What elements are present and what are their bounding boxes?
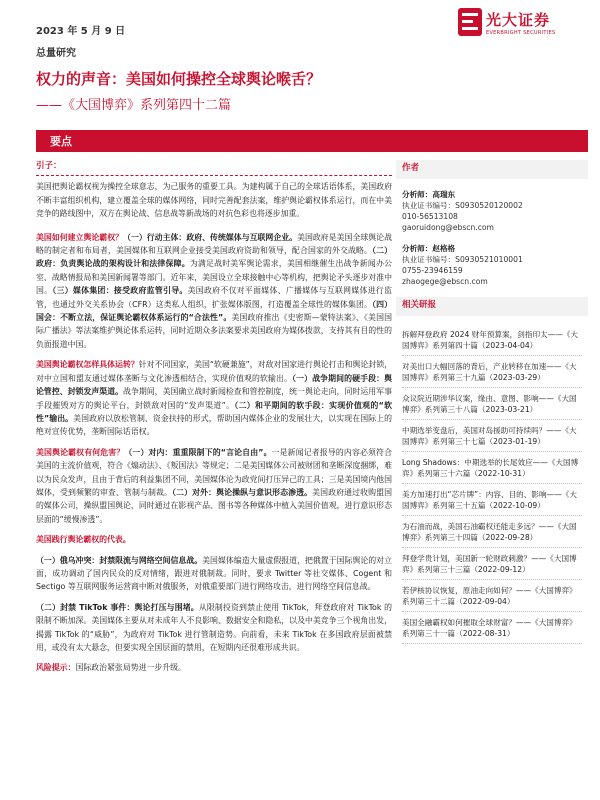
section-1-body-1: 美国政府是美国全球舆论战略的制定者和布局者，美国媒体和互联网企业接受美国政府资助和领导，配合国家的外交战略。 [36, 232, 392, 256]
section-3-body-2: 美国政府通过收购盟国的媒体公司，操纵盟国舆论，同时通过在影视产品、图书等各种媒体中植入美国价值观，进行意识形态层面的“缓慢渗透”。 [36, 487, 392, 524]
main-column [36, 160, 392, 675]
section-2-body-1: 针对不同国家，美国“软硬兼施”，对敌对国家进行舆论打击和舆论封锁，对中立国和盟友通过媒体垄断与文化渗透相结合，实现价值观的软输出。 [36, 360, 392, 383]
section-1-lead-3: （三）媒体集团：接受政府监管引导。 [52, 286, 188, 296]
section-2-body-3: 美国政府以放松管制、资金扶持的形式，帮助国内媒体企业的发展壮大，以实现在国际上的绝对宣传优势，垄断国际话语权。 [36, 413, 392, 437]
section-1-body-4: 美国政府推出《史密斯—蒙特法案》、《美国国际广播法》等法案维护舆论体系运转，同时近期众多法案要求美国政府为媒体拨款，支持其有目的性的负面报道中国。 [36, 313, 392, 349]
section-3-lead-1: （一）对内：重重限制下的“言论自由”。 [124, 447, 272, 457]
section-1-lead-4: （四）国会：不断立法，保证舆论霸权体系运行的“合法性”。 [36, 299, 392, 323]
section-3-head: 美国舆论霸权有何危害？ [36, 447, 125, 457]
analyst-email[interactable]: gaoruidong@ebscn.com [402, 223, 494, 232]
intro-paragraph: 美国把舆论霸权视为操控全球意志，为己服务的重要工具。为建构属于自己的全球话语体系，美国政府不断丰富组织机构，建立覆盖全球的媒体网络，同时完善配套法案，维护舆论霸权体系运行，而在中美竞争的路线图中，双方在舆论战、信息战等新战场的对抗色彩也将逐步加重。 [36, 182, 392, 219]
analyst-name: 分析师：高瑞东 [402, 190, 456, 199]
research-item[interactable]: 若伊核协议恢复，原油走向如何？——《大国博弈》系列第三十二篇（2022-09-04） [402, 580, 582, 612]
research-item[interactable]: 美国全融霸权如何摧取全球财富？——《大国博弈》系列第三十一篇（2022-08-31） [402, 612, 582, 644]
section-2-head: 美国舆论霸权怎样具体运转？ [36, 360, 139, 370]
report-category: 总量研究 [36, 48, 76, 59]
analyst-card [396, 189, 588, 233]
risk-label: 风险提示： [36, 663, 76, 673]
section-1-body-2: 为满足战时美军舆论需求，美国相继催生出战争新闻办公室、战略情报局和美国新闻署等部门。近年来，美国设立全球接触中心等机构，把舆论矛头逐步对准中国。 [36, 259, 392, 296]
research-item[interactable]: 拆解拜登政府 2024 财年预算案，剑指印太——《大国博弈》系列第四十篇（2023-04-04） [402, 324, 582, 356]
related-research-header: 相关研报 [396, 297, 588, 316]
section-1-paragraph [36, 231, 392, 352]
key-points-bar [36, 130, 588, 152]
research-item[interactable]: 中期选举变盘后，美国对岛援助可持续吗？——《大国博弈》系列第三十七篇（2023-01-19） [402, 420, 582, 452]
analyst-cert: 执业证书编号：S0930520120002 [402, 201, 523, 210]
section-4-lead-2: （二）封禁 TikTok 事件：舆论打压与围堵。 [36, 602, 199, 612]
risk-paragraph [36, 661, 392, 674]
section-1-head: 美国如何建立舆论霸权？ [36, 232, 124, 242]
report-date: 2023 年 5 月 9 日 [36, 26, 126, 37]
section-4-head: 美国践行舆论霸权的代表。 [36, 535, 131, 545]
section-4-paragraph-1 [36, 554, 392, 594]
analyst-email[interactable]: zhaogege@ebscn.com [402, 277, 488, 286]
authors-header: 作者 [396, 160, 588, 179]
section-2-lead-2: （一）战争期间的硬手段：舆论管控、封锁发声渠道。 [36, 373, 392, 397]
section-1-lead-2: （二）政府：负责舆论战的架构设计和法律保障。 [36, 246, 392, 269]
section-2-lead-3: （二）和平期间的软手段：实现价值观的“软性”输出。 [36, 400, 392, 423]
research-item[interactable]: 众议院近期涉华议案，缘由、意图、影响——《大国博弈》系列第三十八篇（2023-03-21） [402, 388, 582, 420]
related-research-list [396, 324, 588, 644]
brand-logo-icon [458, 8, 482, 36]
research-item[interactable]: 为石油而战，美国石油霸权还能走多远？——《大国博弈》系列第三十四篇（2022-09-28） [402, 516, 582, 548]
section-1-lead-1: （一）行动主体：政府、传统媒体与互联网企业。 [123, 232, 298, 242]
sidebar [396, 160, 588, 644]
section-3-lead-2: （二）对外：舆论操纵与意识形态渗透。 [172, 487, 313, 497]
research-item[interactable]: Long Shadows：中期选举的长尾效应——《大国博弈》系列第三十六篇（2022-10-31） [402, 452, 582, 484]
brand-name-en: EVERBRIGHT SECURITIES [486, 30, 556, 36]
section-3-body-1: 一是新闻记者报导的内容必须符合美国的主流价值观，符合《煽动法》、《叛国法》等规定；二是美国媒体公司被财团和垄断深度捆绑，难以为民众发声，且由于背后的利益集团不同，美国媒体沦为政党间打压异己的工具；三是美国境内他国媒体，受到频繁的审查、管制与制裁。 [36, 447, 392, 497]
section-4-paragraph-2 [36, 601, 392, 655]
analyst-phone: 010-56513108 [402, 212, 458, 221]
analyst-phone: 0755-23946159 [402, 266, 463, 275]
analyst-card [396, 243, 588, 287]
research-item[interactable]: 拜登学贵计划，美国新一轮财政刺激？——《大国博弈》系列第三十三篇（2022-09-12） [402, 548, 582, 580]
research-item[interactable]: 美方加速打出“芯片牌”：内容、目的、影响——《大国博弈》系列第三十五篇（2022-10-09） [402, 484, 582, 516]
brand-name: 光大证券 [486, 11, 551, 29]
analyst-name: 分析师：赵格格 [402, 244, 456, 253]
section-2-paragraph [36, 358, 392, 438]
risk-text: 国际政治紧张局势进一步升级。 [75, 663, 186, 673]
section-1-body-3: 美国政府不仅对平面媒体、广播媒体与互联网媒体进行监管，也通过外交关系协会（CFR）这类私人组织，扩张媒体版图，打造覆盖全球性的媒体集团。 [36, 286, 392, 309]
section-3-paragraph [36, 446, 392, 526]
research-item[interactable]: 对美出口大幅回落的背后，产业转移在加速——《大国博弈》系列第三十九篇（2023-03-29） [402, 356, 582, 388]
section-4-body-2: 从限制投资到禁止使用 TikTok，拜登政府对 TikTok 的限制不断加深。美国媒体主要从对未成年人不良影响、数据安全和隐私，以及中美竞争三个视角出发，揭露 TikTok 的“威胁”，为政府对 TikTok 进行管制造势。向前看，未来 TikTok 在多国政府层面被禁用，或没有太大悬念，但要实现全国层面的禁用，在短期内还很难形成共识。 [36, 602, 392, 652]
report-title: 权力的声音：美国如何操控全球舆论喉舌？ [36, 70, 322, 88]
section-4-lead-1: （一）俄乌冲突：封禁限流与网络空间信息战。 [36, 555, 203, 565]
section-4-body-1: 美国媒体编造大量虚假报道，把俄置于国际舆论的对立面，成功调动了国内民众的反对情绪，跟进对俄制裁。同时，要求 Twitter 等社交媒体、Cogent 和 Sectigo 等互联网服务运营商中断对俄服务，对俄重要部门进行网络攻击，进行网络空间信息战。 [36, 555, 392, 592]
analyst-cert: 执业证书编号：S0930521010001 [402, 255, 523, 264]
intro-label: 引子： [36, 160, 392, 176]
brand-logo [458, 8, 588, 42]
key-points-label: 要点 [50, 135, 72, 148]
report-subtitle: ——《大国博弈》系列第四十二篇 [36, 98, 232, 113]
section-2-body-2: 战争期间，美国确立战时新闻检查和管控制度，统一舆论走向，同时运用军事手段摧毁对方的舆论平台，封锁敌对国的“发声渠道”。 [36, 387, 392, 410]
